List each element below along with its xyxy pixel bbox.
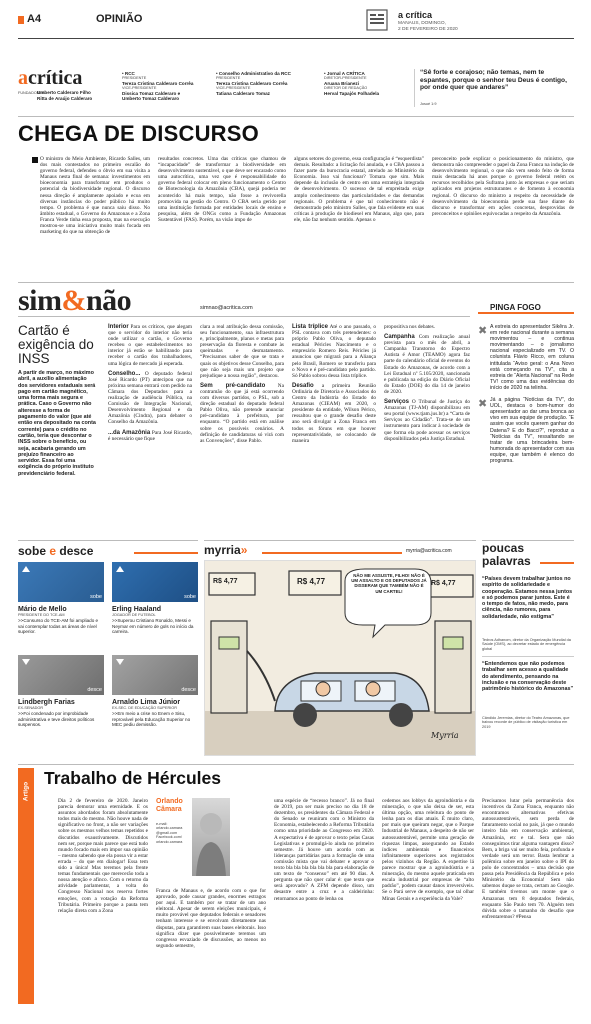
simnao-col-3 xyxy=(200,324,284,444)
pingafogo-text-2: Já a página “Notícias da TV”, do UOL, destaca o bom-humor do apresentador ao dar uma bronca ao vivo em sua equipe de produção. “E assim que vocês querem ganhar do Datena? E do Bacci?”, reproduz a “Notícias da TV”, ressaltando se tratar de uma brincadeira bem-humorada do apresentador com sua equipe, que também é elenco do programa. xyxy=(490,397,574,464)
person-name: Erling Haaland xyxy=(112,606,162,613)
sobe-badge: sobe xyxy=(184,594,196,600)
founders-1: Umberto Calderaro Filho xyxy=(37,90,91,95)
council-pres: Tereza Cristina Calderaro Corrêa xyxy=(216,80,288,86)
desce-badge: desce xyxy=(87,687,102,693)
arrow-down-icon xyxy=(116,659,124,665)
header-rule xyxy=(18,38,574,39)
editorial-col-2: resultados concretos. Uma das críticas que chamou de “incapacidade” de transformar a biodiversidade em desenvolvimento sustentável, o que deve ser encarado como uma autocrítica, uma vez que é responsabilidade do governo federal colocar em pleno funcionamento o Centro de Biotecnologia da Amazônia (CBA), quejá poderia ter acontecido há mais tempo, não fosse a revivorella promovida na gestão do Centro. O CBA seria gerido por uma instituição formada por entidades locais de ensino e pesquisa, além de ONGs como a Fundação Amazonas Sustentável (FAS). Porém, na visão impo de xyxy=(158,156,286,223)
simnao-note xyxy=(200,383,284,444)
poucas-source-1: Tedros Adhanom, diretor da Organização Mundial da Saúde (OMS), ao decretar estado de emergência global xyxy=(482,638,571,651)
author-name-1: Orlando xyxy=(156,798,183,805)
rcc-vice: Dissica Tomaz Calderaro e xyxy=(122,90,181,96)
person-card xyxy=(18,562,104,635)
price-sign-left: R$ 4,77 xyxy=(213,578,238,585)
editorial-col-3: alguns setores do governo, essa configuração é “esquerdista” demais. Resultado: a licitação foi anulada, e o CBA passou a fazer parte da burocracia estatal, atrelado ao Ministério da Economia. Isso vai funcionar? Tomara que sim. Mais depende da inclusão de centro em uma estratégia integrada de desenvolvimento. O sucesso de tal empreitada exige amplo conhecimento das particularidades e das demandas regionais. O problema é que tal conhecimento não é demonstrado pelo ministro Salles, que fala evidente em suas críticas à produção de biodiesel em Manaus, algo que, para ele, não faz nenhum sentido. Apenas o xyxy=(294,156,424,223)
author-box xyxy=(156,798,230,882)
logo-critica: crítica xyxy=(28,67,83,89)
simnao-rule xyxy=(18,316,470,317)
simnao-main-text: A partir de março, no máximo abril, a auxílio alimentação dos servidores estaduais será pago em cartão magnético, uma forma mais segura e prática. Caso o Governo não alteresse a forma de pagamento do valor (que até então era depositado na conta corrente) para o crédito no cartão, teria que descontar o INSS sobre o benefício, ou seja, acabaria gerando um prejuízo financeiro ao servidor. Essa foi uma exigência do próprio instituto previdenciário federal. xyxy=(18,370,96,477)
note-text: Até o ano passado, o PSL contava com três pretendentes: o próprio Pablo Oliva, o deputado estadual Péricles Nascimento e o empresário Romero Reis. Péricles já anunciou que migrará para a Aliança pelo Brasil, Romero se transferiu para o Novo e é pré-candidato pelo partido. Só Pablo sobrou dessa lista tríplice. xyxy=(292,324,377,379)
myrria-title-mark: » xyxy=(240,543,248,557)
jornal-block xyxy=(324,71,414,96)
rcc-pres: Tereza Cristina Calderaro Corrêa xyxy=(122,80,194,86)
note-title: Campanha xyxy=(384,334,415,341)
simnao-logo-nao: não xyxy=(86,284,132,317)
note-text: clara a real atribuição dessa comissão, seu funcionamento, sua infraestrutura e, principalmente, planos e metas para preservação da floresta e combate às queimadas e desmatamento. “Precisamos saber de que se trata e quais os objetivos desse Conselho, para que não seja mais um projeto que prejudique a nossa região”, destacou. xyxy=(200,324,284,379)
person-card xyxy=(112,655,198,728)
simnao-note xyxy=(292,383,376,444)
note-text: Para os críticos, que alegam que o servidor do interior não teria onde utilizar o cartão, o Governo recebeu o que estabelecimentos no interior já estão se habilitando para receber o cartão dos trabalhadores, uma lógica de mercado já esperada. xyxy=(108,324,192,367)
note-title: Lista tríplice xyxy=(292,324,328,330)
myrria-section xyxy=(204,540,476,760)
pingafogo-text-1: A estreia do apresentador Sikêra Jr. em rede nacional durante a semana movimentou – e continua movimentando – o jornalismo nacional especializado em TV. O colunista Flávio Ricco, em coluna intitulada “Aviso geral: o Ana Novo está começando na TV”, cita a estreia de “Alerta Nacional” na Rede TV! como uma das evidências do início de 2020 na telinha. xyxy=(490,324,574,391)
note-title: Interior xyxy=(108,324,129,330)
person-card xyxy=(18,655,104,728)
rcc-vice-2: Umberto Tomaz Calderaro xyxy=(122,96,180,102)
paper-logo-icon xyxy=(366,9,388,31)
person-text: >>Superou Cristiano Ronaldo, Messi e Neymar em número de gols no início da carreira. xyxy=(112,618,194,635)
poucas-quote-1: “Países devem trabalhar juntos no espírito de solidariedade e cooperação. Estamos nessa juntos e só podemos parar juntos. Este é o tempo de fatos, não medo, para ciência, não rumores, para solidariedade, não estigma” xyxy=(482,576,573,620)
simnao-top-rule xyxy=(18,282,574,283)
poucas-source-2: Cândido Jeremias, diretor do Teatro Amazonas, que baixou recorde de público de visitação turística em 2019 xyxy=(482,716,570,729)
section-name: OPINIÃO xyxy=(96,13,143,25)
rcc-pres-label: PRESIDENTE xyxy=(122,76,147,81)
person-role: PRESIDENTE DO TCE-AM xyxy=(18,613,65,617)
person-role: JOGADOR DE FUTEBOL xyxy=(112,613,156,617)
editorial-col-1: O ministro do Meio Ambiente, Ricardo Salles, um dos mais contestados no primeiro escalão do governo federal, defendeu o óbvio em sua visita a Manaus nesta final de semana: investimentos em bioeconomia para transformar em produtos o potencial da biodiversidade regional. O discurso nessa direção é amplamente apoiado e ecoa em diversas instâncias do poder público há muito tempo. O problema é que nunca saiu disso. No âmbito estadual, o Governo do Amazonas e a Zona Franca Verde tinha essa proposta, mas na execução mostrou-se uma iniciativa muito mais focada em marketing do que na obtenção de xyxy=(40,156,150,236)
desce-badge: desce xyxy=(181,687,196,693)
note-text: propositiva nos debates. xyxy=(384,324,436,330)
note-title: Sem pré-candidato xyxy=(200,382,266,389)
myrria-rule xyxy=(204,540,476,541)
editorial-square-icon xyxy=(32,157,38,163)
simnao-note xyxy=(108,324,192,367)
person-photo xyxy=(112,655,198,695)
simnao-note xyxy=(108,430,192,442)
cartoon xyxy=(204,560,476,756)
sobedesce-title-amp: e xyxy=(46,544,60,558)
council-pres-label: PRESIDENTE xyxy=(216,76,241,81)
simnao-note xyxy=(292,324,376,379)
artigo-headline: Trabalho de Hércules xyxy=(44,768,222,788)
pingafogo-item xyxy=(478,324,574,391)
note-title: Serviços xyxy=(384,399,410,406)
simnao-logo-sim: sim xyxy=(18,284,62,317)
artigo-col-2: Franca de Manaus e, de acordo com o que for aprovado, pode causar grandes, enormes estragos por aqui. E também por se tratar de um ano eleitoral. Apesar de serem eleições municipais, é muito provável que deputados federais e senadores tenham interesse e se envolvam diretamente nas disputas, para garantirem suas bases eleitorais. Isso significa dizer que possivelmente teremos um congresso esvaziado de discussões, ao menos no segundo semestre, xyxy=(156,888,266,949)
jornal-dir: Aruana Brianezi xyxy=(324,80,359,86)
rcc-block xyxy=(122,71,217,101)
note-text: Com realização anual prevista para o mês de abril, a Campanha Transtorno do Espectro Autista é Amor (TEAMO) agora faz parte do calendário oficial de eventos do Estado do Amazonas, de acordo com a Lei Estadual nº 5.105/2020, sancionada e publicada na edição do Diário Oficial do Estado (DOE) do dia 14 de janeiro de 2020. xyxy=(384,334,470,395)
person-name: Mário de Mello xyxy=(18,606,67,613)
pingafogo-column xyxy=(478,324,574,464)
poucas-divider xyxy=(482,656,574,657)
editorial-section xyxy=(18,116,574,276)
arrow-down-icon xyxy=(22,659,30,665)
masthead-quote-ref: Josué 1:9 xyxy=(420,102,437,106)
quote-divider xyxy=(414,69,415,107)
simnao-note xyxy=(384,324,470,330)
jornal-dir-label: DIRETOR-PRESIDENTE xyxy=(324,76,367,81)
simnao-email: simnao@acritica.com xyxy=(200,305,253,311)
logo-a: a xyxy=(18,67,28,89)
editorial-col-4: preconceito pode explicar o posicionamento do ministro, que demonstra não compreender o papel da Zona Franca na indução de desenvolvimento regional, o que não vem sendo feito de forma mais destacada há anos porque o governo federal retém os recursos recolhidos pela Suframa junto às empresas e que seriam aplicados em projetos estruturantes e de fomento à economia regional. O discurso do ministro a respeito da necessidade de desenvolvimento da bioeconomia perde sua fase diante do discurso e transformar em ações concretas, desprovidas de preconceitos e opiniões equivocadas a respeito da Amazônia. xyxy=(432,156,574,217)
jornal-ed-label: DIRETOR DE REDAÇÃO xyxy=(324,86,368,91)
artigo-col-3: uma espécie de “recesso branco”. Já no final de 2019, pra ser mais preciso no dia 18 de dezembro, os presidentes da Câmara Federal e do Senado se reuniram com o Ministro da Economia, estabelecendo a Reforma Tributária como uma prioridade ao Congresso em 2020. A expectativa é de aprovar o texto pelas Casas Legislativas e promulgá-lo ainda no primeiro semestre. Já houve um acordo com as lideranças partidárias para a formação de uma comissão mista que vai debater e aprovar o texto bla bla bla bla bla bla para elaboração de um texto de “consenso” em até 90 dias. A pergunta que não quer calar é: que texto que será aprovado? A ZFM depende disso, um desastre entre a cruz e a caldeirinha: retornamos ao ponto de lenha ou xyxy=(274,798,374,902)
founders-label: FUNDADORES xyxy=(18,91,45,95)
page-header xyxy=(0,0,591,42)
artigo-col-1: Dia 2 de fevereiro de 2020. Janeiro parecia demorar uma eternidade. E os assuntos abordados foram absolutamente todos mais do mesmo. Não houve nada de significativo no front, a não ser variações sobre os mesmos velhos temas repetidos e discutidos exaustivamente. Discutidos nem ser, porque mais parece que está tudo mundo focado mais em impor sua opinião – mesmo sabendo que ela possa vir a estar errada – do que em dialogar! Essa tem sido a única! Mas teremos pela frente temas fundamentais que merecerão toda a nossa atenção e afinco. Com o retorno da atividade parlamentar, a volta do Congresso Nacional nos reserva fortes emoções, com a votação da Reforma Tributária. Primeiro porque a pauta tem relação direta com a Zona xyxy=(58,798,148,914)
sobedesce-title xyxy=(18,544,93,558)
council-title: • Conselho Administrativo da RCC xyxy=(216,71,291,76)
simnao-logo xyxy=(18,284,131,318)
poucas-bar xyxy=(540,562,574,564)
arrow-up-icon xyxy=(116,566,124,572)
artigo-tag-label: Artigo xyxy=(22,781,30,802)
note-text: Para José Ricardo, é necessário que fique xyxy=(108,429,192,442)
simnao-note xyxy=(200,324,284,379)
sobedesce-rule xyxy=(18,540,198,541)
myrria-email: myrria@acritica.com xyxy=(406,548,452,554)
author-name-2: Câmara xyxy=(156,806,182,813)
simnao-logo-amp: & xyxy=(61,284,86,317)
simnao-note xyxy=(384,334,470,395)
person-photo xyxy=(18,655,104,695)
council-vice: Tatiana Calderaro Tomaz xyxy=(216,90,270,96)
simnao-note xyxy=(108,371,192,426)
rcc-vice-label: VICE-PRESIDENTE xyxy=(122,86,157,91)
jornal-ed: Herval Tapajós Folhadela xyxy=(324,90,380,96)
founders-2: Ritta de Araújo Calderaro xyxy=(37,96,93,101)
poucas-title-a: poucas xyxy=(482,541,525,555)
cartoon-signature: Myrria xyxy=(431,731,459,740)
note-text: Na contramão do que já está ocorrendo com diversos partidos, o PSL, sob a direção estadual do deputado federal Pablo Oliva, não pretende anunciar pré-candidato à prefeitura, por enquanto. “O partido está em análise sobre os possíveis cenários. A definição de candidaturas só virá com as Convenções”, disse Pablo. xyxy=(200,382,284,444)
jornal-title: • Jornal A CRÍTICA xyxy=(324,71,365,76)
poucas-section xyxy=(482,540,574,760)
person-role: EX-SEC. DE EDUCAÇÃO SUPERIOR xyxy=(112,706,177,710)
cartoon-art xyxy=(205,561,476,756)
sobedesce-title-b: desce xyxy=(59,544,94,558)
masthead-quote: “Sê forte e corajoso; não temas, nem te espantes, porque o senhor teu Deus é contigo, por onde quer que andares” xyxy=(420,69,567,92)
person-name: Lindbergh Farias xyxy=(18,699,75,706)
close-icon: ✖ xyxy=(478,397,488,411)
sobe-badge: sobe xyxy=(90,594,102,600)
page-number: A4 xyxy=(27,13,42,25)
council-vice-label: VICE-PRESIDENTE xyxy=(216,86,251,91)
price-sign-mid: R$ 4,77 xyxy=(297,577,326,586)
sobedesce-title-a: sobe xyxy=(18,544,47,558)
person-text: >>Consurso do TCE-AM foi ampliado e vai contemplar todas as áreas de nível superior. xyxy=(18,618,99,635)
person-text: >>Em meio a crise no Enem e Sisu, reprovável pela Educação Superior no MEC pediu demissão. xyxy=(112,711,191,728)
artigo-col-5: Precisamos lutar pela permanência dos incentivos da Zona Franca, enquanto não encontramos alternativas efetivas autossustentáveis, sem perda de faturamento social no país, já que o mundo inteiro fala em conservação ambiental, Amazônia, etc e tal. Sera que não conseguimos tirar alguma vantagem disso? Bem, a briga vai ser muito feia, profunda e verdade será um terror. Basta lembrar a polêmica sobre em janeiro sobre o IPI do polo de concentrados – uma decisão que passa pela Presidência da República e pelo Ministério da Economia! Sem não sabemos duque se trata, certam ao Google. E também tivemos um monte que o Amazonas tem 8 deputados federais, enquanto São Paulo tem 70. Alguém tem dúvida sobre o tamanho do desafio que enfrentaremos? #Pensa xyxy=(482,798,574,920)
note-title: ...da Amazônia xyxy=(108,429,151,436)
header-accent-bar xyxy=(18,16,24,24)
artigo-top-rule xyxy=(18,764,574,765)
simnao-main-title: Cartão é exigência do INSS xyxy=(18,323,94,366)
editorial-headline: CHEGA DE DISCURSO xyxy=(18,121,259,146)
sobedesce-section xyxy=(18,540,198,760)
simnao-col-4 xyxy=(292,324,376,444)
pingafogo-item xyxy=(478,397,574,464)
simnao-col-5 xyxy=(384,324,470,442)
myrria-title-text: myrria xyxy=(204,543,241,557)
pingafogo-bar xyxy=(478,312,574,314)
note-text: O deputado federal José Ricardo (PT) antecipou que na próxima semana entrará com pedido na Câmara dos Deputados para a realização de audiência Pública, na Comissão de Integração Nacional, Desenvolvimento Regional e da Amazônia (Cindra), para debater o Conselho da Amazônia. xyxy=(108,370,192,426)
person-photo xyxy=(112,562,198,602)
cartoon-speech: NÃO ME ASSUSTE, FILHO! NÃO É UM ASSALTO E OS DEPUTADOS JÁ DISSERAM QUE TAMBÉM NÃO É UM CARTEL! xyxy=(351,573,427,594)
sobedesce-bar xyxy=(134,552,198,554)
note-text: O Tribunal de Justiça do Amazonas (TJ-AM) disponibilizou em seu portal (www.tjam.jus.br) a “Carta de Serviços ao Cidadão”. Trata-se de um instrumento para indicar à sociedade de que forma ela pode acessar os serviços disponibilizados pela Justiça Estadual. xyxy=(384,399,470,442)
header-city-date-2: 2 DE FEVEREIRO DE 2020 xyxy=(398,27,458,32)
person-photo xyxy=(18,562,104,602)
person-role: EX-SENADOR xyxy=(18,706,44,710)
simnao-note xyxy=(384,399,470,442)
masthead-logo xyxy=(18,67,82,90)
editorial-top-rule xyxy=(18,116,574,117)
person-card xyxy=(112,562,198,635)
note-title: Conselho... xyxy=(108,370,141,377)
author-bio: e-mail: orlando.camara @gmail.com Facebook.com/ orlando.camara xyxy=(156,822,183,844)
myrria-title xyxy=(204,543,247,557)
simnao-main-story xyxy=(18,324,96,477)
author-photo xyxy=(192,798,230,876)
council-block xyxy=(216,71,326,96)
myrria-bar xyxy=(262,552,402,554)
simnao-section xyxy=(18,282,574,534)
simnao-col-2 xyxy=(108,324,192,442)
person-text: >>Foi condenado por improbidade administrativa e teve direitos políticos suspensos. xyxy=(18,711,95,728)
header-paper-name: a crítica xyxy=(398,10,433,20)
close-icon: ✖ xyxy=(478,324,488,337)
poucas-title-b: palavras xyxy=(482,554,531,568)
note-text: a primeira Reunião Ordinária de Diretoria e Associados do Centro da Indústria do Estado do Amazonas (CIEAM) em 2020, o presidente da entidade, Wilson Périco, ressaltou que o grande desafio deste ano será divulgar a Zona Franca em todos os fóruns em que houver representatividade, se colocando de maneira xyxy=(292,382,376,444)
artigo-section xyxy=(18,764,574,1014)
pingafogo-title: PINGA FOGO xyxy=(490,303,541,312)
rcc-title: • RCC xyxy=(122,71,135,76)
artigo-col-4: cedemos aos lobbys da agroindústria e da mineração, o que não deixa de ser, esta última opção, uma releitura do ponto de lenha para os dias atuais. É muito claro, por mais que queiram negar, que o Parque Industrial de Manaus, a despeito de não ser autossustentável, permite uma geração de riquezas limpas, assegurando ao Estado índices ambientais e financeiros infinitamente superiores aos registrados pelos vizinhos da Região. A expertise lá parece mostrar que a agroindústria e a mineração, do mesmo aquele praticada em escala industrial por empresas de “alto padrão”, podem causar danos irreversíveis. Se o Pará serve de exemplo, que tal olhar Minas Gerais e a experiência da Vale? xyxy=(382,798,474,902)
arrow-up-icon xyxy=(22,566,30,572)
masthead xyxy=(18,63,574,109)
header-city-date-1: MANAUS, DOMINGO, xyxy=(398,21,446,26)
note-title: Desafio xyxy=(292,382,314,389)
price-sign-right: R$ 4,77 xyxy=(431,580,456,587)
person-name: Arnaldo Lima Júnior xyxy=(112,699,181,706)
poucas-quote-2: “Entendemos que não podemos trabalhar sem acesso a qualidade do atendimento, pensando na inclusão e na conservação deste patrimônio histórico do Amazonas” xyxy=(482,661,574,693)
